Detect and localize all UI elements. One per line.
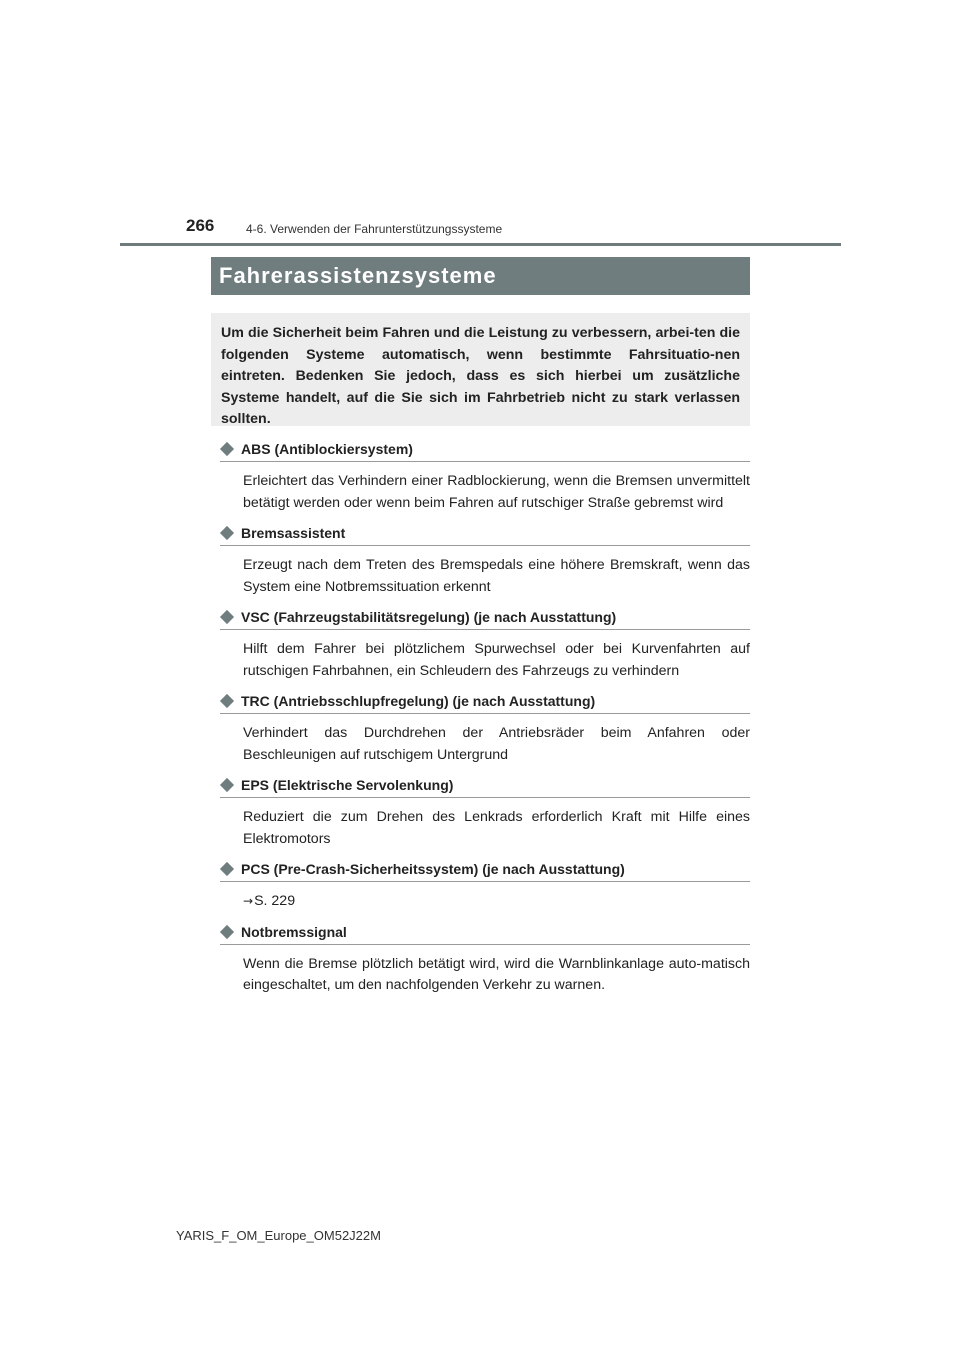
item-body: Erzeugt nach dem Treten des Bremspedals eine höhere Bremskraft, wenn das System eine Notbremssituation erkennt <box>243 557 750 595</box>
list-item <box>220 693 750 766</box>
item-heading-text: EPS (Elektrische Servolenkung) <box>241 777 454 793</box>
diamond-bullet-icon <box>220 694 234 708</box>
item-body: Wenn die Bremse plötzlich betätigt wird, wird die Warnblinkanlage auto-matisch eingeschaltet, um den nachfolgenden Verkehr zu warnen. <box>243 955 750 993</box>
diamond-bullet-icon <box>220 924 234 938</box>
item-heading <box>220 441 750 462</box>
list-item <box>220 861 750 913</box>
page-reference[interactable] <box>220 891 750 913</box>
arrow-right-icon: → <box>243 894 254 908</box>
intro-box: Um die Sicherheit beim Fahren und die Leistung zu verbessern, arbei-ten die folgenden Systeme automatisch, wenn bestimmte Fahrsituatio-nen eintreten. Bedenken Sie jedoch, dass es sich hierbei um zusätzliche Systeme handelt, auf die Sie sich im Fahrbetrieb nicht zu stark verlassen sollten. <box>211 313 750 426</box>
list-item <box>220 441 750 514</box>
item-heading-text: Notbremssignal <box>241 923 347 940</box>
section-path: 4-6. Verwenden der Fahrunterstützungssysteme <box>246 222 503 236</box>
item-body: Verhindert das Durchdrehen der Antriebsräder beim Anfahren oder Beschleunigen auf rutschigem Untergrund <box>243 725 750 763</box>
header-rule <box>120 243 841 246</box>
item-body: Reduziert die zum Drehen des Lenkrads erforderlich Kraft mit Hilfe eines Elektromotors <box>243 809 750 847</box>
item-heading <box>220 777 750 798</box>
item-heading-text: ABS (Antiblockiersystem) <box>241 441 413 457</box>
section-title: Fahrerassistenzsysteme <box>211 257 750 295</box>
item-heading <box>220 924 750 945</box>
diamond-bullet-icon <box>220 526 234 540</box>
item-heading <box>220 693 750 714</box>
footer-doc-id: YARIS_F_OM_Europe_OM52J22M <box>176 1228 381 1243</box>
list-item <box>220 609 750 682</box>
diamond-bullet-icon <box>220 862 234 876</box>
item-body: Hilft dem Fahrer bei plötzlichem Spurwechsel oder bei Kurvenfahrten auf rutschigen Fahrbahnen, ein Schleudern des Fahrzeugs zu verhindern <box>243 641 750 679</box>
feature-list <box>220 441 750 1008</box>
list-item <box>220 924 750 997</box>
item-body: Erleichtert das Verhindern einer Radblockierung, wenn die Bremsen unvermittelt betätigt werden oder wenn beim Fahren auf rutschiger Straße gebremst wird <box>243 473 750 511</box>
diamond-bullet-icon <box>220 442 234 456</box>
item-heading-text: VSC (Fahrzeugstabilitätsregelung) (je nach Ausstattung) <box>241 609 617 625</box>
diamond-bullet-icon <box>220 610 234 624</box>
page-number: 266 <box>186 216 215 235</box>
item-heading <box>220 609 750 630</box>
diamond-bullet-icon <box>220 778 234 792</box>
item-heading <box>220 525 750 546</box>
item-heading-text: Bremsassistent <box>241 525 346 541</box>
list-item <box>220 777 750 850</box>
page-reference-text: S. 229 <box>254 893 296 909</box>
item-heading <box>220 861 750 882</box>
item-heading-text: TRC (Antriebsschlupfregelung) (je nach Ausstattung) <box>241 693 596 709</box>
item-heading-text: PCS (Pre-Crash-Sicherheitssystem) (je nach Ausstattung) <box>241 861 625 877</box>
list-item <box>220 525 750 598</box>
